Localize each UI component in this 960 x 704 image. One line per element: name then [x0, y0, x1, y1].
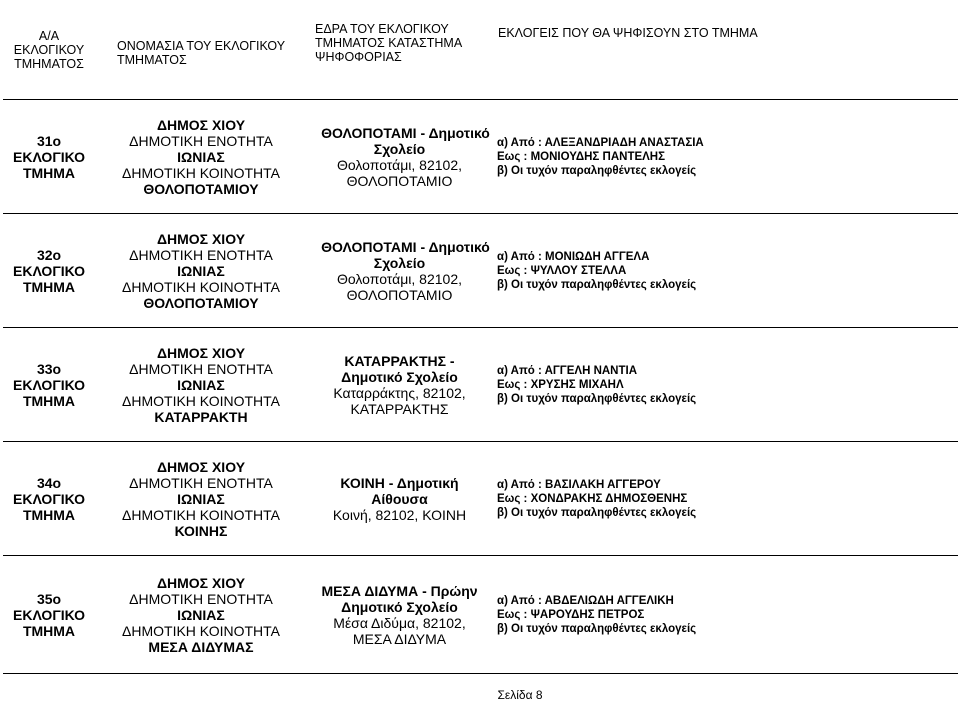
header-name-line: ΤΜΗΜΑΤΟΣ — [117, 52, 187, 67]
station-number-line: ΕΚΛΟΓΙΚΟ — [13, 606, 85, 623]
station-number-line: ΤΜΗΜΑ — [22, 278, 76, 295]
seat-line: Σχολείο — [373, 140, 426, 157]
seat-locality: ΘΟΛΟΠΟΤΑΜΙΟ — [346, 172, 453, 189]
municipality: ΔΗΜΟΣ ΧΙΟΥ — [156, 574, 246, 591]
header-seat — [307, 0, 492, 100]
station-seat — [307, 442, 492, 556]
community: ΔΗΜΟΤΙΚΗ ΚΟΙΝΟΤΗΤΑ — [122, 622, 280, 639]
header-aa-line: ΕΚΛΟΓΙΚΟΥ — [13, 42, 85, 57]
header-voters — [492, 0, 958, 100]
station-voters — [492, 328, 958, 442]
municipality: ΔΗΜΟΣ ΧΙΟΥ — [156, 344, 246, 361]
municipality: ΔΗΜΟΣ ΧΙΟΥ — [156, 458, 246, 475]
seat-line: Αίθουσα — [371, 490, 428, 507]
municipality: ΔΗΜΟΣ ΧΙΟΥ — [156, 116, 246, 133]
voters-omitted: β) Οι τυχόν παραληφθέντες εκλογείς — [497, 392, 697, 405]
header-aa-line: ΤΜΗΜΑΤΟΣ — [14, 56, 84, 71]
community-name: ΚΟΙΝΗΣ — [174, 522, 228, 539]
table-header-row — [3, 0, 958, 100]
seat-line: ΘΟΛΟΠΟΤΑΜΙ - Δημοτικό — [321, 124, 490, 141]
station-number-line: ΤΜΗΜΑ — [22, 164, 76, 181]
station-name — [95, 100, 307, 214]
municipal-unit: ΔΗΜΟΤΙΚΗ ΕΝΟΤΗΤΑ — [129, 360, 273, 377]
header-name — [95, 0, 307, 100]
header-aa — [3, 0, 95, 100]
header-seat-line: ΨΗΦΟΦΟΡΙΑΣ — [315, 50, 402, 64]
municipal-unit-name: ΙΩΝΙΑΣ — [177, 606, 225, 623]
community: ΔΗΜΟΤΙΚΗ ΚΟΙΝΟΤΗΤΑ — [122, 278, 280, 295]
seat-address: Κοινή, 82102, ΚΟΙΝΗ — [332, 506, 467, 523]
seat-line: ΜΕΣΑ ΔΙΔΥΜΑ - Πρώην — [321, 582, 478, 599]
station-number-line: ΕΚΛΟΓΙΚΟ — [13, 262, 85, 279]
station-voters — [492, 556, 958, 674]
voters-to: Εως : ΧΟΝΔΡΑΚΗΣ ΔΗΜΟΣΘΕΝΗΣ — [497, 492, 688, 505]
community-name: ΘΟΛΟΠΟΤΑΜΙΟΥ — [143, 180, 259, 197]
table-row — [3, 214, 958, 328]
header-voters-line: ΕΚΛΟΓΕΙΣ ΠΟΥ ΘΑ ΨΗΦΙΣΟΥΝ ΣΤΟ ΤΜΗΜΑ — [498, 26, 758, 40]
station-number-line: ΤΜΗΜΑ — [22, 392, 76, 409]
municipality: ΔΗΜΟΣ ΧΙΟΥ — [156, 230, 246, 247]
municipal-unit-name: ΙΩΝΙΑΣ — [177, 376, 225, 393]
station-number-line: 32ο — [36, 246, 62, 263]
seat-line: Δημοτικό Σχολείο — [341, 598, 458, 615]
station-number-line: 35ο — [36, 590, 62, 607]
seat-line: Δημοτικό Σχολείο — [341, 368, 458, 385]
header-seat-line: ΕΔΡΑ ΤΟΥ ΕΚΛΟΓΙΚΟΥ — [315, 22, 449, 36]
municipal-unit: ΔΗΜΟΤΙΚΗ ΕΝΟΤΗΤΑ — [129, 132, 273, 149]
header-seat-line: ΤΜΗΜΑΤΟΣ ΚΑΤΑΣΤΗΜΑ — [315, 36, 463, 50]
municipal-unit-name: ΙΩΝΙΑΣ — [177, 490, 225, 507]
station-voters — [492, 100, 958, 214]
station-number-line: ΤΜΗΜΑ — [22, 622, 76, 639]
station-name — [95, 328, 307, 442]
header-name-line: ΟΝΟΜΑΣΙΑ ΤΟΥ ΕΚΛΟΓΙΚΟΥ — [117, 38, 286, 53]
station-number — [3, 556, 95, 674]
station-seat — [307, 328, 492, 442]
community: ΔΗΜΟΤΙΚΗ ΚΟΙΝΟΤΗΤΑ — [122, 164, 280, 181]
voters-to: Εως : ΨΥΛΛΟΥ ΣΤΕΛΛΑ — [497, 264, 627, 277]
municipal-unit-name: ΙΩΝΙΑΣ — [177, 262, 225, 279]
station-number — [3, 100, 95, 214]
seat-address: Καταρράκτης, 82102, — [333, 384, 466, 401]
header-aa-line: Α/Α — [38, 28, 60, 43]
table-row — [3, 328, 958, 442]
station-number — [3, 214, 95, 328]
table-row — [3, 556, 958, 674]
page-number: Σελίδα 8 — [497, 688, 543, 702]
station-number — [3, 442, 95, 556]
table-row — [3, 442, 958, 556]
station-name — [95, 556, 307, 674]
station-name — [95, 214, 307, 328]
polling-stations-table — [3, 0, 958, 674]
seat-line: ΚΑΤΑΡΡΑΚΤΗΣ - — [344, 352, 455, 369]
seat-line: Σχολείο — [373, 254, 426, 271]
seat-address: Θολοποτάμι, 82102, — [336, 156, 463, 173]
station-number-line: 33ο — [36, 360, 62, 377]
seat-line: ΘΟΛΟΠΟΤΑΜΙ - Δημοτικό — [321, 238, 490, 255]
station-number-line: ΕΚΛΟΓΙΚΟ — [13, 376, 85, 393]
community: ΔΗΜΟΤΙΚΗ ΚΟΙΝΟΤΗΤΑ — [122, 506, 280, 523]
station-name — [95, 442, 307, 556]
municipal-unit-name: ΙΩΝΙΑΣ — [177, 148, 225, 165]
station-voters — [492, 442, 958, 556]
voters-omitted: β) Οι τυχόν παραληφθέντες εκλογείς — [497, 278, 697, 291]
seat-address: Μέσα Διδύμα, 82102, — [333, 614, 466, 631]
station-number-line: ΕΚΛΟΓΙΚΟ — [13, 490, 85, 507]
station-number-line: ΤΜΗΜΑ — [22, 506, 76, 523]
voters-from: α) Από : ΜΟΝΙΩΔΗ ΑΓΓΕΛΑ — [497, 250, 650, 263]
table-row — [3, 100, 958, 214]
voters-omitted: β) Οι τυχόν παραληφθέντες εκλογείς — [497, 164, 697, 177]
municipal-unit: ΔΗΜΟΤΙΚΗ ΕΝΟΤΗΤΑ — [129, 474, 273, 491]
seat-address: Θολοποτάμι, 82102, — [336, 270, 463, 287]
community-name: ΜΕΣΑ ΔΙΔΥΜΑΣ — [148, 638, 254, 655]
station-number — [3, 328, 95, 442]
voters-to: Εως : ΧΡΥΣΗΣ ΜΙΧΑΗΛ — [497, 378, 624, 391]
municipal-unit: ΔΗΜΟΤΙΚΗ ΕΝΟΤΗΤΑ — [129, 590, 273, 607]
station-seat — [307, 556, 492, 674]
seat-locality: ΜΕΣΑ ΔΙΔΥΜΑ — [352, 630, 447, 647]
community: ΔΗΜΟΤΙΚΗ ΚΟΙΝΟΤΗΤΑ — [122, 392, 280, 409]
voters-from: α) Από : ΒΑΣΙΛΑΚΗ ΑΓΓΕΡΟΥ — [497, 478, 661, 491]
seat-locality: ΚΑΤΑΡΡΑΚΤΗΣ — [350, 400, 449, 417]
community-name: ΘΟΛΟΠΟΤΑΜΙΟΥ — [143, 294, 259, 311]
municipal-unit: ΔΗΜΟΤΙΚΗ ΕΝΟΤΗΤΑ — [129, 246, 273, 263]
seat-locality: ΘΟΛΟΠΟΤΑΜΙΟ — [346, 286, 453, 303]
voters-omitted: β) Οι τυχόν παραληφθέντες εκλογείς — [497, 506, 697, 519]
station-seat — [307, 214, 492, 328]
voters-from: α) Από : ΑΒΔΕΛΙΩΔΗ ΑΓΓΕΛΙΚΗ — [497, 594, 674, 607]
station-seat — [307, 100, 492, 214]
voters-from: α) Από : ΑΓΓΕΛΗ ΝΑΝΤΙΑ — [497, 364, 638, 377]
seat-line: ΚΟΙΝΗ - Δημοτική — [340, 474, 459, 491]
station-number-line: 34ο — [36, 474, 62, 491]
voters-to: Εως : ΜΟΝΙΟΥΔΗΣ ΠΑΝΤΕΛΗΣ — [497, 150, 666, 163]
station-number-line: 31ο — [36, 132, 62, 149]
station-voters — [492, 214, 958, 328]
voters-omitted: β) Οι τυχόν παραληφθέντες εκλογείς — [497, 622, 697, 635]
voters-from: α) Από : ΑΛΕΞΑΝΔΡΙΑΔΗ ΑΝΑΣΤΑΣΙΑ — [497, 136, 704, 149]
station-number-line: ΕΚΛΟΓΙΚΟ — [13, 148, 85, 165]
voters-to: Εως : ΨΑΡΟΥΔΗΣ ΠΕΤΡΟΣ — [497, 608, 645, 621]
community-name: ΚΑΤΑΡΡΑΚΤΗ — [154, 408, 248, 425]
